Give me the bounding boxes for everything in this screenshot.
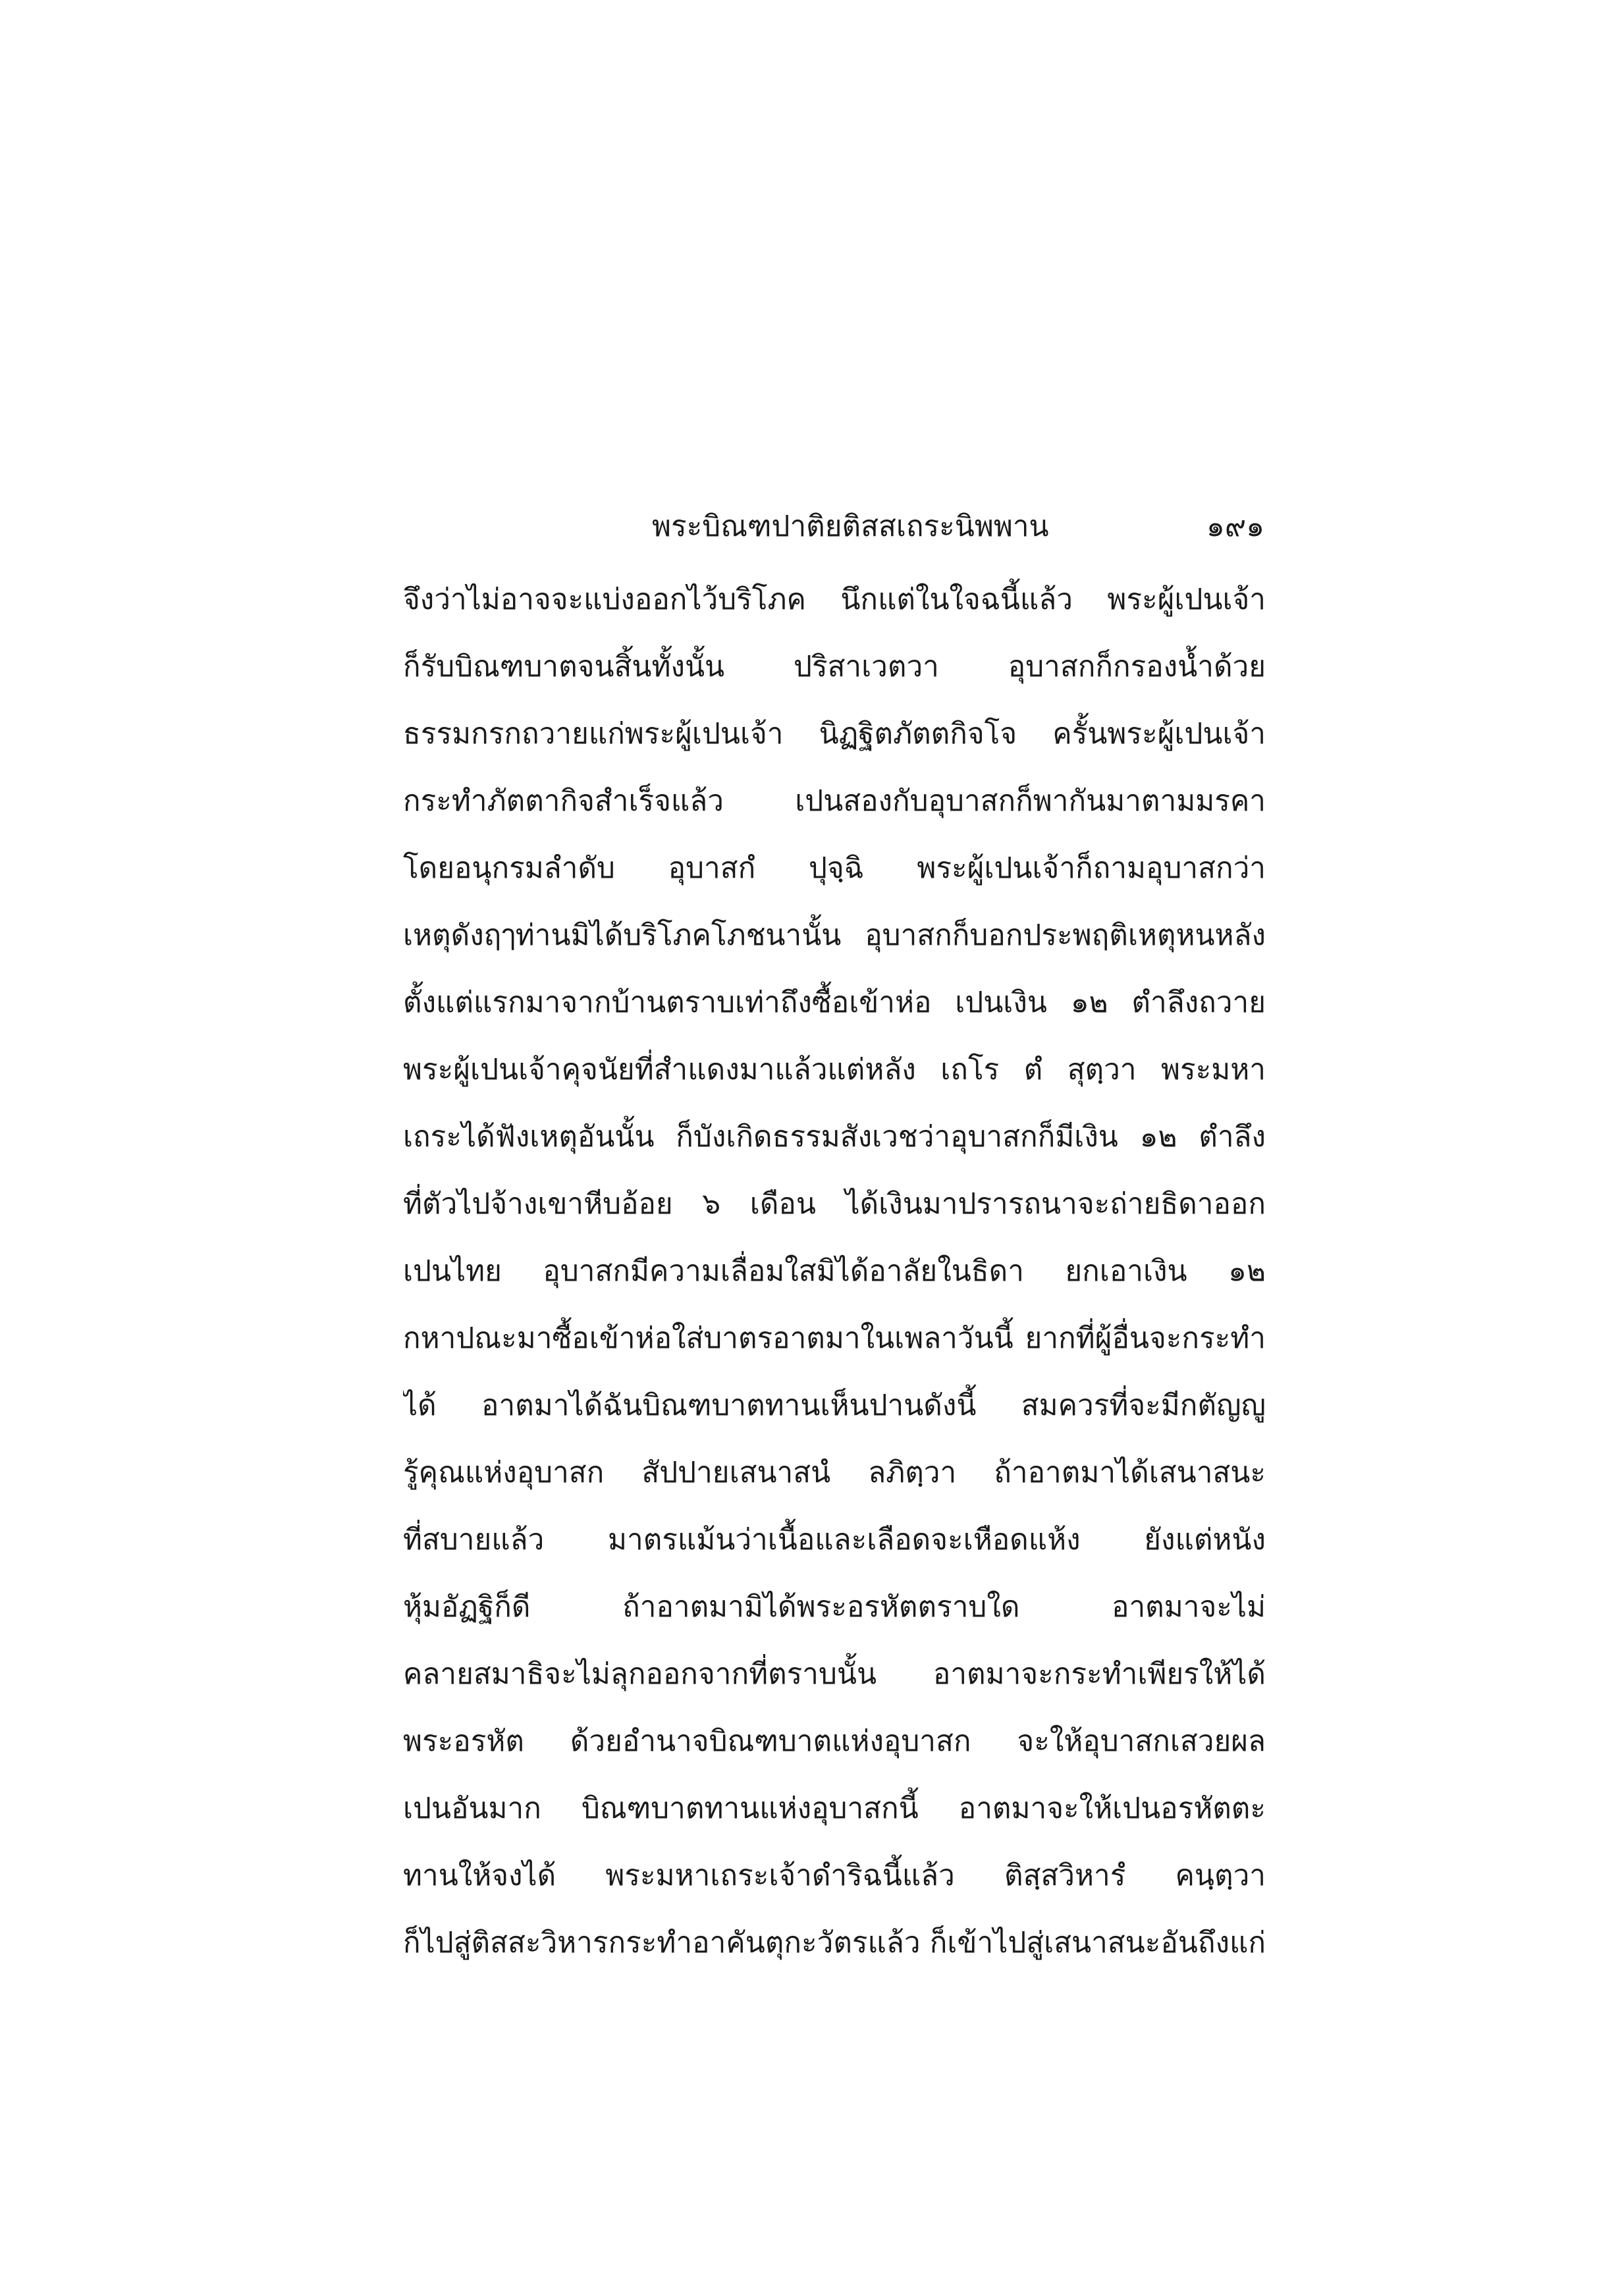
- running-title: พระบิณฑปาติยติสสเถระนิพพาน: [652, 510, 1049, 543]
- text-line: กระทำภัตตากิจสำเร็จแล้ว เปนสองกับอุบาสกก็พากันมาตามมรคา: [403, 784, 1266, 818]
- text-line: เหตุดังฤๅท่านมิได้บริโภคโภชนานั้น อุบาสกก็บอกประพฤติเหตุหนหลัง: [403, 919, 1266, 952]
- text-line: เปนอันมาก บิณฑบาตทานแห่งอุบาสกนี้ อาตมาจะให้เปนอรหัตตะ: [403, 1792, 1266, 1825]
- page-number: ๑๙๑: [1206, 510, 1264, 543]
- text-line: ทานให้จงได้ พระมหาเถระเจ้าดำริฉนี้แล้ว ติสฺสวิหารํ คนฺตฺวา: [403, 1859, 1266, 1892]
- text-line: ธรรมกรกถวายแก่พระผู้เปนเจ้า นิฏฐิตภัตตกิจโจ ครั้นพระผู้เปนเจ้า: [403, 717, 1266, 751]
- text-line: ก็รับบิณฑบาตจนสิ้นทั้งนั้น ปริสาเวตวา อุบาสกก็กรองน้ำด้วย: [403, 650, 1266, 683]
- text-line: จึงว่าไม่อาจจะแบ่งออกไว้บริโภค นึกแต่ในใจฉนี้แล้ว พระผู้เปนเจ้า: [403, 583, 1266, 616]
- text-line: ที่ตัวไปจ้างเขาหีบอ้อย ๖ เดือน ได้เงินมาปรารถนาจะถ่ายธิดาออก: [403, 1187, 1266, 1221]
- text-line: กหาปณะมาซื้อเข้าห่อใส่บาตรอาตมาในเพลาวันนี้ ยากที่ผู้อื่นจะกระทำ: [403, 1322, 1266, 1355]
- text-line: พระผู้เปนเจ้าคุจนัยที่สำแดงมาแล้วแต่หลัง เถโร ตํ สุตฺวา พระมหา: [403, 1053, 1266, 1086]
- text-line: ตั้งแต่แรกมาจากบ้านตราบเท่าถึงซื้อเข้าห่อ เปนเงิน ๑๒ ตำลึงถวาย: [403, 986, 1266, 1019]
- running-head: [408, 500, 1264, 553]
- text-line: รู้คุณแห่งอุบาสก สัปปายเสนาสนํ ลภิตฺวา ถ้าอาตมาได้เสนาสนะ: [403, 1456, 1266, 1489]
- text-line: เปนไทย อุบาสกมีความเลื่อมใสมิได้อาลัยในธิดา ยกเอาเงิน ๑๒: [403, 1254, 1266, 1288]
- body-text: [403, 566, 1266, 1977]
- text-line: ได้ อาตมาได้ฉันบิณฑบาตทานเห็นปานดังนี้ สมควรที่จะมีกตัญญู: [403, 1389, 1266, 1422]
- text-line: พระอรหัต ด้วยอำนาจบิณฑบาตแห่งอุบาสก จะให้อุบาสกเสวยผล: [403, 1724, 1266, 1758]
- text-line: คลายสมาธิจะไม่ลุกออกจากที่ตราบนั้น อาตมาจะกระทำเพียรให้ได้: [403, 1657, 1266, 1691]
- text-line: หุ้มอัฏฐิก็ดี ถ้าอาตมามิได้พระอรหัตตราบใด อาตมาจะไม่: [403, 1590, 1266, 1624]
- text-line: เถระได้ฟังเหตุอันนั้น ก็บังเกิดธรรมสังเวชว่าอุบาสกก็มีเงิน ๑๒ ตำลึง: [403, 1120, 1266, 1154]
- text-line: โดยอนุกรมลำดับ อุบาสกํ ปุจฺฉิ พระผู้เปนเจ้าก็ถามอุบาสกว่า: [403, 851, 1266, 885]
- text-line: ที่สบายแล้ว มาตรแม้นว่าเนื้อและเลือดจะเหือดแห้ง ยังแต่หนัง: [403, 1523, 1266, 1557]
- text-line: ก็ไปสู่ติสสะวิหารกระทำอาคันตุกะวัตรแล้ว ก็เข้าไปสู่เสนาสนะอันถึงแก่: [403, 1926, 1266, 1960]
